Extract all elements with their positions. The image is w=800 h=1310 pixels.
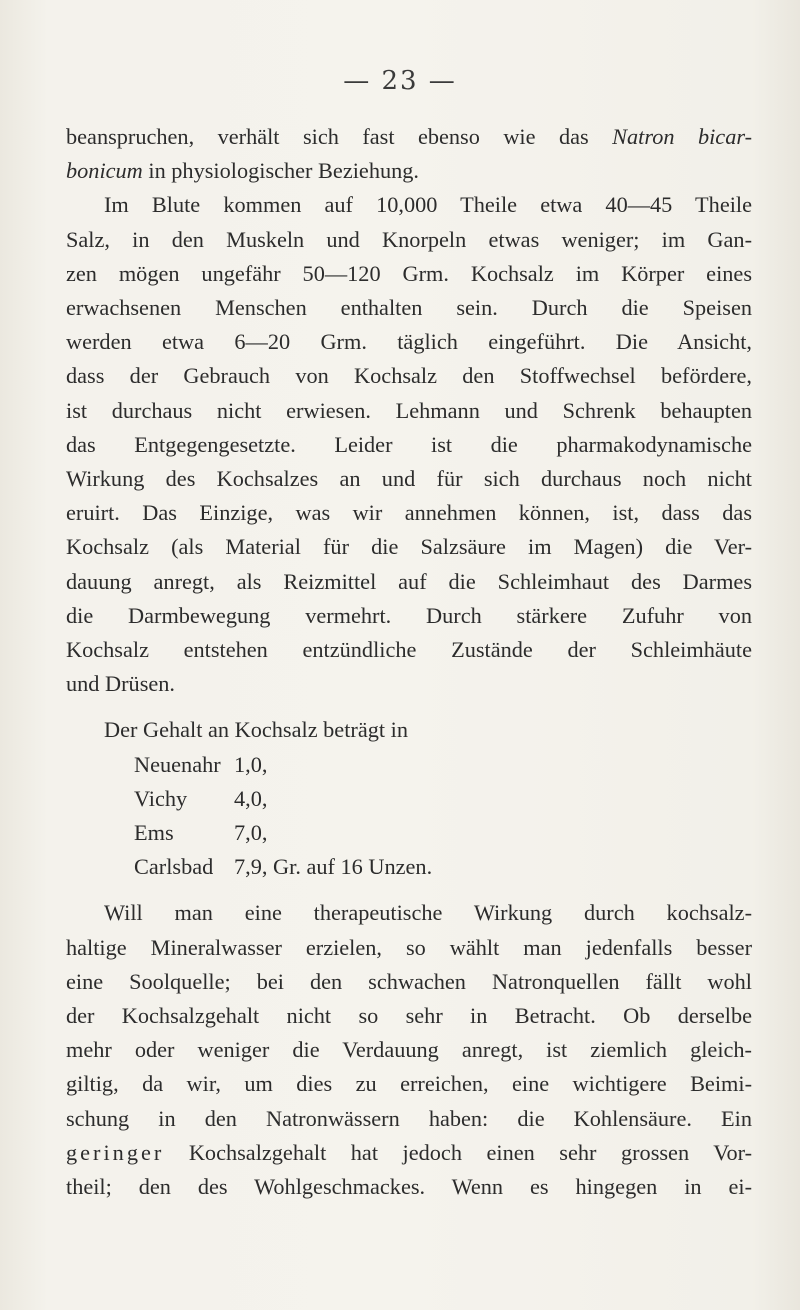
text-line: Salz, in den Muskeln und Knorpeln etwas weniger; im Gan-	[66, 226, 752, 252]
text-line: zen mögen ungefähr 50—120 Grm. Kochsalz im Körper eines	[66, 260, 752, 286]
spa-name: Ems	[134, 820, 174, 846]
salt-value: 1,0,	[234, 751, 268, 777]
salt-value: 7,9, Gr. auf 16 Unzen.	[234, 854, 433, 880]
text-line: Wirkung des Kochsalzes an und für sich durchaus noch nicht	[66, 466, 752, 492]
table-intro: Der Gehalt an Kochsalz beträgt in	[104, 717, 408, 743]
text-line: werden etwa 6—20 Grm. täglich eingeführt. Die Ansicht,	[66, 329, 752, 355]
paragraph-1	[66, 120, 752, 188]
text-line: ist durchaus nicht erwiesen. Lehmann und Schrenk behaupten	[66, 397, 752, 423]
text-line: Kochsalz (als Material für die Salzsäure im Magen) die Ver-	[66, 534, 752, 560]
text-line: das Entgegengesetzte. Leider ist die pharmakodynamische	[66, 431, 752, 457]
body-text	[66, 120, 752, 1204]
text-line: dauung anregt, als Reizmittel auf die Schleimhaut des Darmes	[66, 568, 752, 594]
text-line: die Darmbewegung vermehrt. Durch stärkere Zufuhr von	[66, 602, 752, 628]
text-line: und Drüsen.	[66, 671, 175, 697]
spa-name: Carlsbad	[134, 854, 214, 880]
text-line: dass der Gebrauch von Kochsalz den Stoffwechsel befördere,	[66, 363, 752, 389]
text-line: mehr oder weniger die Verdauung anregt, ist ziemlich gleich-	[66, 1037, 752, 1063]
salt-value: 4,0,	[234, 785, 268, 811]
text-line: bonicum in physiologischer Beziehung.	[66, 158, 419, 184]
paragraph-3	[66, 896, 752, 1204]
text-line: eruirt. Das Einzige, was wir annehmen können, ist, dass das	[66, 500, 752, 526]
spa-name: Vichy	[134, 785, 188, 811]
table-row	[134, 816, 752, 850]
text-line: Kochsalz entstehen entzündliche Zustände der Schleimhäute	[66, 637, 752, 663]
spaced-emphasis: geringer	[66, 1139, 165, 1165]
italic-term: bonicum	[66, 158, 143, 184]
text-line: haltige Mineralwasser erzielen, so wählt man jedenfalls besser	[66, 934, 752, 960]
text-line: der Kochsalzgehalt nicht so sehr in Betracht. Ob derselbe	[66, 1003, 752, 1029]
text-line: schung in den Natronwässern haben: die Kohlensäure. Ein	[66, 1105, 752, 1131]
salt-content-table	[66, 713, 752, 884]
page-number: — 23 —	[343, 66, 457, 96]
salt-value: 7,0,	[234, 820, 268, 846]
text-line: theil; den des Wohlgeschmackes. Wenn es hingegen in ei-	[66, 1174, 752, 1200]
text-line: Will man eine therapeutische Wirkung durch kochsalz-	[104, 900, 752, 926]
text-line: giltig, da wir, um dies zu erreichen, eine wichtigere Beimi-	[66, 1071, 752, 1097]
text-line: Im Blute kommen auf 10,000 Theile etwa 40—45 Theile	[104, 192, 752, 218]
text-line: geringer Kochsalzgehalt hat jedoch einen sehr grossen Vor-	[66, 1139, 752, 1165]
table-row	[134, 782, 752, 816]
table-row	[134, 850, 752, 884]
text-line: beanspruchen, verhält sich fast ebenso wie das Natron bicar-	[66, 124, 752, 149]
italic-term: Natron bicar-	[612, 124, 752, 149]
spa-name: Neuenahr	[134, 751, 221, 777]
text-line: eine Soolquelle; bei den schwachen Natronquellen fällt wohl	[66, 968, 752, 994]
paragraph-2	[66, 188, 752, 701]
text-line: erwachsenen Menschen enthalten sein. Durch die Speisen	[66, 295, 752, 321]
table-row	[134, 748, 752, 782]
